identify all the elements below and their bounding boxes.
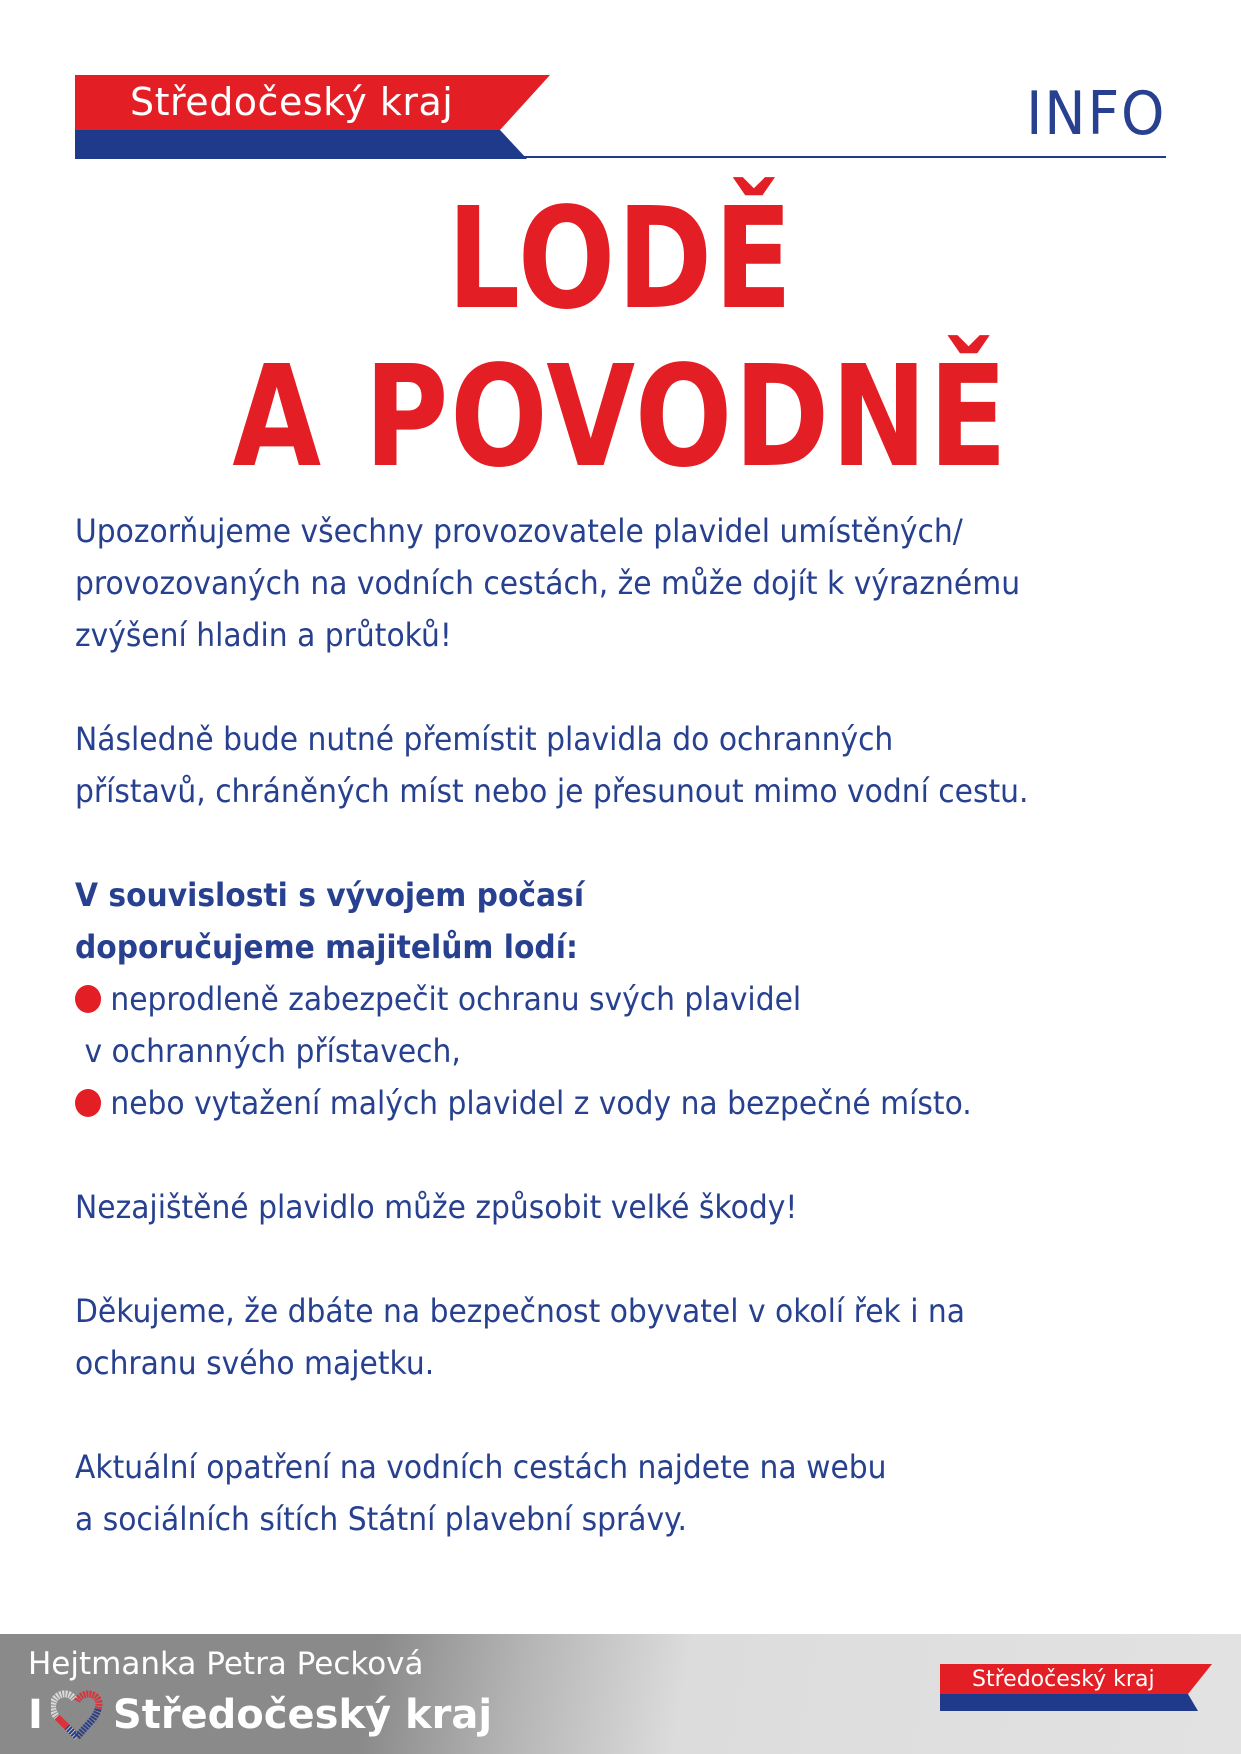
heart-icon (51, 1689, 103, 1741)
bullet-dot-icon (75, 1089, 101, 1117)
intro-paragraph (75, 505, 1185, 661)
bullet-item (75, 1077, 1107, 1129)
text-line: Děkujeme, že dbáte na bezpečnost obyvatel v okolí řek i na (75, 1292, 966, 1330)
text-line: provozovaných na vodních cestách, že může dojít k výraznému (75, 564, 1021, 602)
text-line: přístavů, chráněných míst nebo je přesunout mimo vodní cestu. (75, 772, 1029, 810)
bullet-item (75, 973, 1107, 1025)
text-line: zvýšení hladin a průtoků! (75, 616, 452, 654)
warning-paragraph (75, 1181, 1185, 1233)
governor-name: Hejtmanka Petra Pecková (28, 1646, 424, 1682)
relocation-paragraph (75, 713, 1185, 817)
title-line-1: LODĚ (447, 178, 794, 341)
slogan-prefix: I (28, 1692, 43, 1738)
text-line: ochranu svého majetku. (75, 1344, 435, 1382)
thanks-paragraph (75, 1285, 1185, 1389)
notice-body (75, 505, 1185, 1597)
recommendation-section (75, 869, 1185, 1129)
text-line: Následně bude nutné přemístit plavidla do ochranných (75, 720, 894, 758)
brand-ribbon-logo (75, 75, 550, 159)
footer-brand-logo (940, 1664, 1215, 1714)
bullet-text: neprodleně zabezpečit ochranu svých plavidel (110, 980, 802, 1018)
header (75, 75, 1166, 159)
recommendation-heading: doporučujeme majitelům lodí: (75, 928, 578, 966)
header-divider (515, 156, 1166, 158)
slogan (28, 1689, 492, 1741)
info-label: INFO (1025, 79, 1166, 149)
bullet-dot-icon (75, 985, 101, 1013)
title-line-2: A POVODNĚ (232, 336, 1009, 499)
text-line: a sociálních sítích Státní plavební správy. (75, 1500, 687, 1538)
slogan-brand: Středočeský kraj (112, 1692, 493, 1738)
text-line: Nezajištěné plavidlo může způsobit velké škody! (75, 1188, 798, 1226)
text-line: Aktuální opatření na vodních cestách najdete na webu (75, 1448, 887, 1486)
recommendation-heading: V souvislosti s vývojem počasí (75, 876, 585, 914)
info-paragraph (75, 1441, 1185, 1545)
footer-logo-text: Středočeský kraj (972, 1667, 1155, 1692)
text-line: Upozorňujeme všechny provozovatele plavidel umístěných/ (75, 512, 963, 550)
brand-name: Středočeský kraj (130, 80, 454, 124)
bullet-text: v ochranných přístavech, (75, 1032, 461, 1070)
page-title (0, 178, 1241, 499)
footer (0, 1634, 1241, 1754)
bullet-text: nebo vytažení malých plavidel z vody na bezpečné místo. (110, 1084, 972, 1122)
